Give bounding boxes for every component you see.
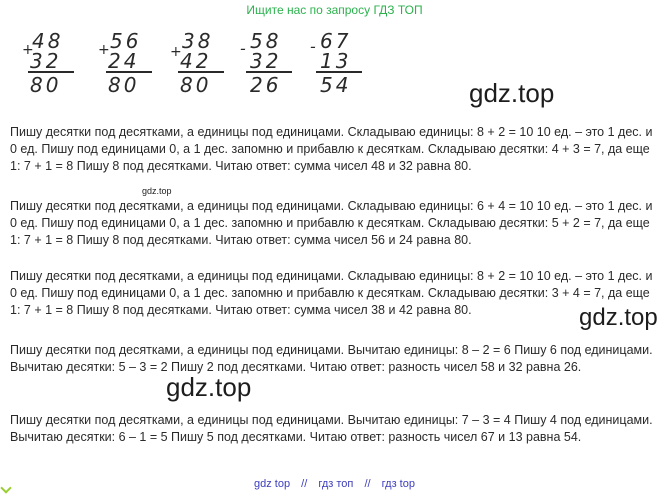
footer-link-gdz-top-ru[interactable]: гдз топ bbox=[318, 478, 354, 490]
calc-op-2: + bbox=[98, 42, 113, 58]
calc-top-3: 38 bbox=[182, 30, 214, 53]
calc-mid-4: 32 bbox=[250, 49, 282, 73]
explanation-paragraph-2: Пишу десятки под десятками, а единицы под единицами. Складываю единицы: 6 + 4 = 10 10 ед. – это 1 дес. и 0 ед. Пишу под единицами 0, а 1 дес. запомню и прибавлю к десяткам. Складываю десятки: 5 + 2 = 7, да еще 1: 7 + 1 = 8 Пишу 8 под десятками. Читаю ответ: сумма чисел 56 и 24 равна 80. bbox=[10, 199, 653, 247]
calc-mid-3: 42 bbox=[180, 49, 212, 73]
search-banner[interactable]: Ищите нас по запросу ГДЗ ТОП bbox=[246, 3, 423, 17]
calc-res-1: 80 bbox=[30, 73, 62, 97]
calc-column-5 bbox=[310, 30, 362, 97]
calc-mid-1: 32 bbox=[30, 49, 62, 73]
calc-top-1: 48 bbox=[32, 30, 64, 53]
calc-res-2: 80 bbox=[108, 73, 140, 97]
calc-top-2: 56 bbox=[110, 30, 142, 53]
explanation-paragraph-3: Пишу десятки под десятками, а единицы под единицами. Складываю единицы: 8 + 2 = 10 10 ед. – это 1 дес. и 0 ед. Пишу под единицами 0, а 1 дес. запомню и прибавлю к десяткам. Складываю десятки: 3 + 4 = 7, да еще 1: 7 + 1 = 8 Пишу 8 под десятками. Читаю ответ: сумма чисел 38 и 42 равна 80. bbox=[10, 269, 653, 317]
footer-separator: // bbox=[301, 478, 308, 490]
calc-op-5: - bbox=[310, 37, 319, 56]
handwritten-calculations-image bbox=[18, 30, 378, 98]
footer-link-gdz-top-mixed[interactable]: гдз top bbox=[381, 478, 415, 490]
calc-column-2 bbox=[98, 30, 152, 97]
calc-op-1: + bbox=[22, 42, 37, 58]
watermark: gdz.top bbox=[166, 372, 252, 402]
calc-mid-5: 13 bbox=[320, 49, 352, 73]
calc-op-4: - bbox=[240, 39, 249, 58]
calc-res-3: 80 bbox=[180, 73, 212, 97]
watermark-small: gdz.top bbox=[142, 186, 172, 196]
calc-top-4: 58 bbox=[250, 30, 282, 53]
calc-top-5: 67 bbox=[320, 30, 352, 53]
explanation-paragraph-5: Пишу десятки под десятками, а единицы под единицами. Вычитаю единицы: 7 – 3 = 4 Пишу 4 под единицами. Вычитаю десятки: 6 – 1 = 5 Пишу 5 под десятками. Читаю ответ: разность чисел 67 и 13 равна 54. bbox=[10, 413, 653, 444]
explanation-paragraph-1: Пишу десятки под десятками, а единицы под единицами. Складываю единицы: 8 + 2 = 10 10 ед. – это 1 дес. и 0 ед. Пишу под единицами 0, а 1 дес. запомню и прибавлю к десяткам. Складываю десятки: 4 + 3 = 7, да еще 1: 7 + 1 = 8 Пишу 8 под десятками. Читаю ответ: сумма чисел 48 и 32 равна 80. bbox=[10, 125, 653, 173]
calc-column-4 bbox=[240, 30, 292, 97]
calc-column-3 bbox=[170, 30, 224, 97]
footer-links bbox=[0, 478, 669, 490]
footer-link-gdz-top[interactable]: gdz top bbox=[254, 478, 291, 490]
calc-op-3: + bbox=[170, 44, 185, 60]
explanation-paragraph-4: Пишу десятки под десятками, а единицы под единицами. Вычитаю единицы: 8 – 2 = 6 Пишу 6 под единицами. Вычитаю десятки: 5 – 3 = 2 Пишу 2 под десятками. Читаю ответ: разность чисел 58 и 32 равна 26. bbox=[10, 343, 653, 374]
calc-mid-2: 24 bbox=[108, 49, 140, 73]
calc-res-4: 26 bbox=[250, 73, 282, 97]
footer-separator: // bbox=[364, 478, 371, 490]
watermark: gdz.top bbox=[469, 78, 555, 108]
watermark: gdz.top bbox=[579, 304, 658, 331]
calc-res-5: 54 bbox=[320, 73, 352, 97]
calc-column-1 bbox=[22, 30, 74, 97]
